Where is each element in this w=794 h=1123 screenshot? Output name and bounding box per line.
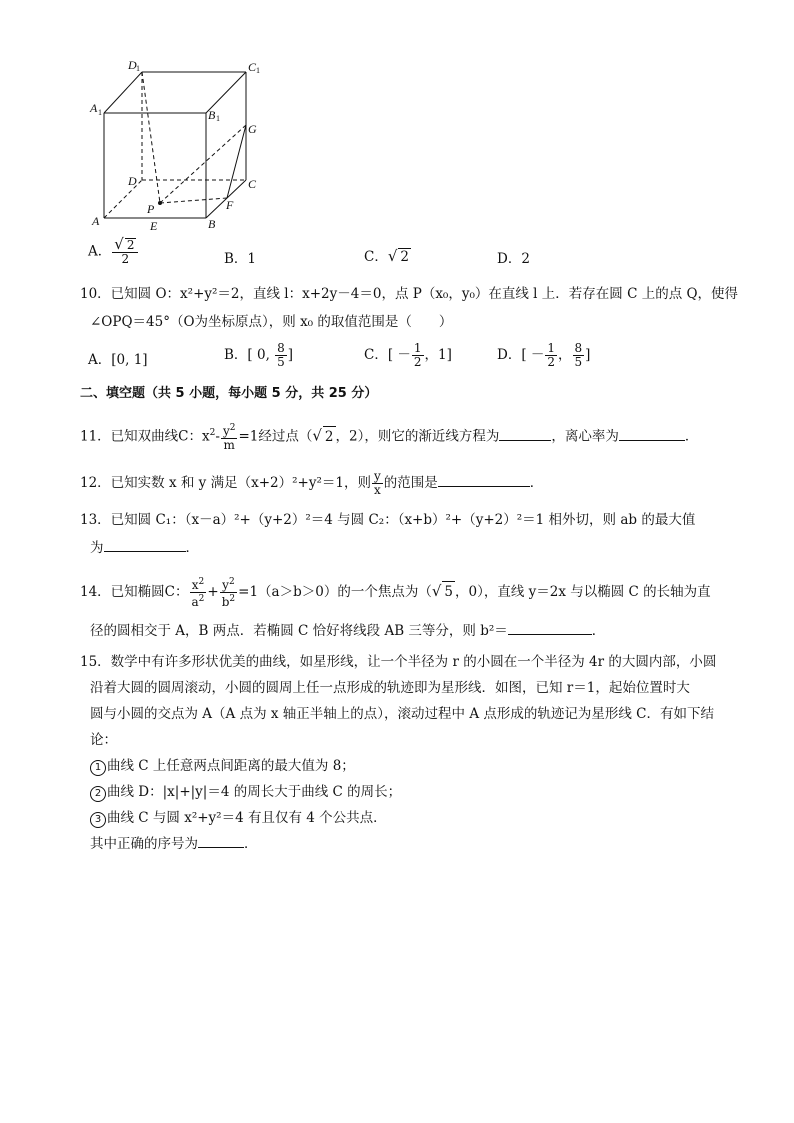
cube-figure [82,55,272,235]
point-p-dot [158,201,162,205]
answer-blank[interactable] [508,622,592,635]
q13-line1: 13．已知圆 C₁：（x－a）²+（y+2）²＝4 与圆 C₂：（x+b）²+（y+2）²＝1 相外切，则 ab 的最大值 [80,512,696,528]
label-f: F [226,198,234,212]
q15-ask: 其中正确的序号为 ． [90,836,258,852]
q15-line3: 圆与小圆的交点为 A（A 点为 x 轴正半轴上的点），滚动过程中 A 点形成的轨迹记为星形线 C．有如下结 [90,706,714,722]
answer-blank[interactable] [499,428,551,441]
q9-option-b: B．1 [224,251,257,267]
fraction: $\frac{√ 2}{2}$ [112,238,138,266]
q10-option-b: B．[ 0, $\frac{8}{5}$ ] [224,341,294,369]
answer-blank[interactable] [438,474,530,487]
q15-conclusion-1: 1 曲线 C 上任意两点间距离的最大值为 8； [90,756,355,776]
svg-text:1: 1 [216,114,220,123]
section-heading: 二、填空题（共 5 小题，每小题 5 分，共 25 分） [80,386,378,401]
svg-text:1: 1 [136,64,140,73]
q9-option-a: A． $\frac{√ 2}{2}$ [88,238,139,266]
q15-conclusion-3: 3 曲线 C 与圆 x²+y²＝4 有且仅有 4 个公共点． [90,808,387,828]
q14-line2: 径的圆相交于 A，B 两点．若椭圆 C 恰好将线段 AB 三等分，则 b²＝ ． [90,623,606,639]
q15-line2: 沿着大圆的圆周滚动，小圆的圆周上任一点形成的轨迹即为星形线．如图，已知 r＝1，起始位置时大 [90,680,690,696]
q15-line1: 15．数学中有许多形状优美的曲线，如星形线，让一个半径为 r 的小圆在一个半径为 4r 的大圆内部，小圆 [80,654,717,670]
q10-line2: ∠OPQ＝45°（O为坐标原点），则 x₀ 的取值范围是（ ） [90,314,453,330]
label-g: G [248,122,257,136]
q9-option-c: C．√ 2 [364,247,409,265]
q11-line: 11．已知双曲线C：$x^2-$ $\frac{y^2}{m}$ =1经过点（√ 2 ，2），则它的渐近线方程为 ，离心率为 ． [80,423,699,452]
q10-option-c: C．[ － $\frac{1}{2}$ ，1] [364,341,452,369]
label-d: D [128,174,137,188]
q15-conclusion-2: 2 曲线 D：|x|+|y|＝4 的周长大于曲线 C 的周长； [90,782,401,802]
answer-blank[interactable] [198,835,244,848]
q10-option-d: D．[ － $\frac{1}{2}$ ， $\frac{8}{5}$ ] [497,341,591,369]
label-e: E [150,219,158,233]
label-c: C [248,177,257,191]
q15-line4: 论： [90,732,117,748]
q13-line2: 为 ． [90,540,199,556]
label-a: A [92,214,100,228]
q12-line: 12．已知实数 x 和 y 满足（x+2）²+y²＝1，则 $\frac{y}{x}$ 的范围是 ． [80,469,544,497]
q14-line1: 14．已知椭圆C： $\frac{x^2}{a^2}$ + $\frac{y^2}{b^2}$ =1（a＞b＞0）的一个焦点为（√ 5 ，0），直线 y＝2x 与以椭圆 C 的长轴为直 [80,577,711,609]
label-p: P [147,202,155,216]
svg-text:1: 1 [98,108,102,117]
label-b1: B [208,108,216,122]
q10-line1: 10．已知圆 O：x²+y²＝2，直线 l：x+2y－4＝0，点 P（x₀，y₀）在直线 l 上．若存在圆 C 上的点 Q，使得 [80,286,739,302]
answer-blank[interactable] [104,539,186,552]
label-d1: D [128,58,137,72]
label-c1: C [248,60,257,74]
q10-option-a: A．[0, 1] [88,352,148,368]
svg-text:1: 1 [256,66,260,75]
label-a1: A [90,101,98,115]
q9-option-d: D．2 [497,251,530,267]
label-b: B [208,217,216,231]
answer-blank[interactable] [619,428,685,441]
